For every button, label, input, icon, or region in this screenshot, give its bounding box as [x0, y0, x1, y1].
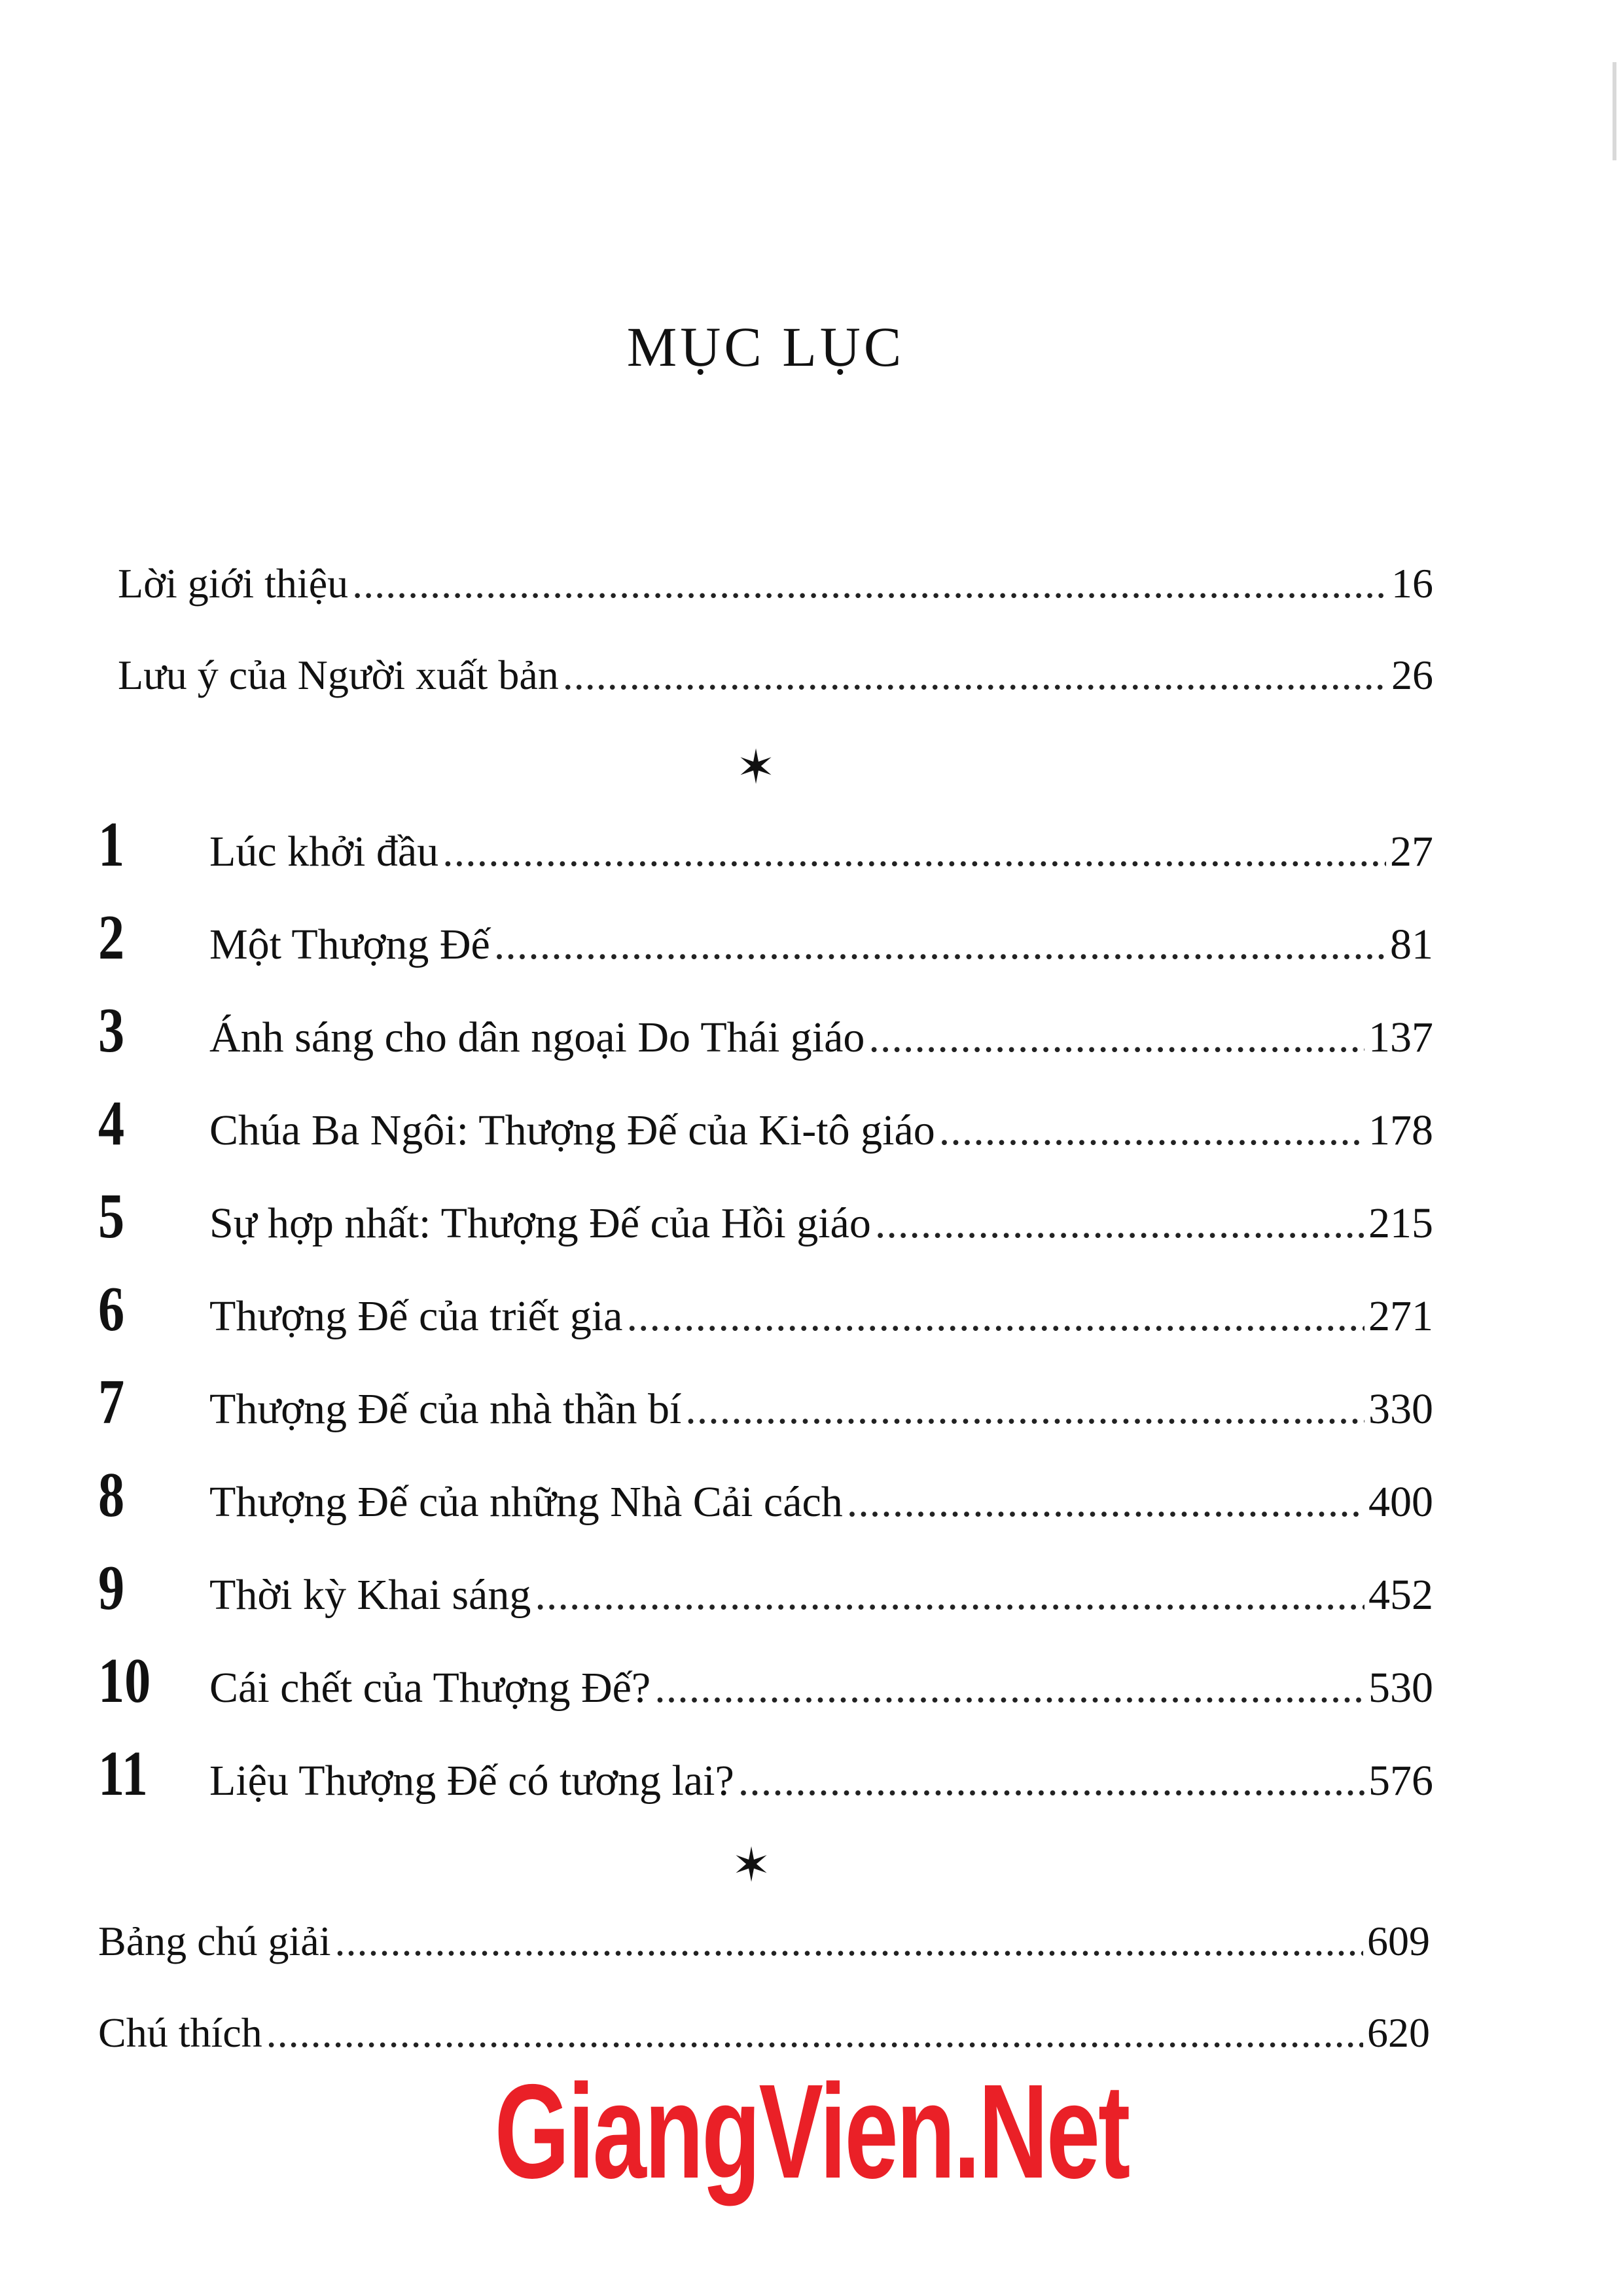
watermark-logo: GiangVien.Net — [494, 2057, 1129, 2206]
chapter-number: 4 — [98, 1088, 125, 1159]
chapter-page: 27 — [1390, 828, 1433, 875]
separator-star: ✶ — [736, 739, 776, 794]
chapter-page: 530 — [1368, 1664, 1433, 1712]
toc-chapter-7[interactable] — [98, 1366, 1433, 1438]
dot-leader — [352, 559, 1387, 608]
chapter-number: 8 — [98, 1460, 125, 1530]
entry-page: 609 — [1367, 1918, 1430, 1964]
dot-leader — [626, 1292, 1364, 1341]
chapter-page: 215 — [1368, 1199, 1433, 1247]
entry-label: Chú thích — [98, 2009, 262, 2056]
chapter-number: 10 — [98, 1646, 151, 1716]
dot-leader — [334, 1917, 1363, 1966]
entry-page: 16 — [1391, 560, 1433, 607]
chapter-number: 7 — [98, 1367, 125, 1438]
toc-chapter-8[interactable] — [98, 1458, 1433, 1530]
chapter-title: Thời kỳ Khai sáng — [209, 1571, 531, 1619]
chapter-title: Liệu Thượng Đế có tương lai? — [209, 1757, 734, 1805]
dot-leader — [685, 1385, 1364, 1434]
chapter-title: Thượng Đế của triết gia — [209, 1292, 623, 1340]
dot-leader — [535, 1570, 1364, 1620]
entry-page: 620 — [1367, 2009, 1430, 2056]
chapter-page: 576 — [1368, 1757, 1433, 1805]
dot-leader — [654, 1663, 1364, 1713]
chapter-number: 5 — [98, 1181, 125, 1252]
dot-leader — [847, 1477, 1364, 1527]
dot-leader — [563, 651, 1387, 699]
dot-leader — [738, 1756, 1364, 1806]
chapter-title: Sự hợp nhất: Thượng Đế của Hồi giáo — [209, 1199, 871, 1247]
separator-star: ✶ — [731, 1837, 772, 1892]
entry-label: Lưu ý của Người xuất bản — [118, 652, 559, 698]
chapter-page: 178 — [1368, 1106, 1433, 1154]
chapter-page: 271 — [1368, 1292, 1433, 1340]
dot-leader — [494, 920, 1386, 970]
entry-page: 26 — [1391, 652, 1433, 698]
dot-leader — [939, 1106, 1364, 1156]
chapter-number: 11 — [98, 1739, 148, 1809]
toc-entry-publisher-note[interactable] — [118, 651, 1433, 699]
entry-label: Lời giới thiệu — [118, 560, 349, 607]
chapter-title: Cái chết của Thượng Đế? — [209, 1664, 651, 1712]
toc-entry-glossary[interactable] — [98, 1917, 1430, 1966]
chapter-title: Một Thượng Đế — [209, 921, 490, 968]
toc-chapter-1[interactable] — [98, 808, 1433, 880]
toc-entry-introduction[interactable] — [118, 559, 1433, 608]
chapter-number: 2 — [98, 902, 125, 973]
chapter-page: 452 — [1368, 1571, 1433, 1619]
entry-label: Bảng chú giải — [98, 1918, 331, 1964]
toc-chapter-10[interactable] — [98, 1644, 1433, 1716]
toc-chapter-11[interactable] — [98, 1737, 1433, 1809]
dot-leader — [442, 827, 1386, 877]
toc-chapter-2[interactable] — [98, 901, 1433, 973]
chapter-title: Ánh sáng cho dân ngoại Do Thái giáo — [209, 1014, 865, 1061]
chapter-number: 6 — [98, 1274, 125, 1345]
dot-leader — [266, 2009, 1363, 2057]
chapter-title: Chúa Ba Ngôi: Thượng Đế của Ki-tô giáo — [209, 1106, 935, 1154]
chapter-number: 9 — [98, 1553, 125, 1623]
chapter-title: Thượng Đế của nhà thần bí — [209, 1385, 682, 1433]
page-title: MỤC LỤC — [626, 315, 905, 378]
toc-chapter-5[interactable] — [98, 1180, 1433, 1252]
chapter-title: Lúc khởi đầu — [209, 828, 439, 875]
toc-chapter-3[interactable] — [98, 994, 1433, 1066]
page-edge-mark — [1613, 62, 1616, 160]
chapter-page: 81 — [1390, 921, 1433, 968]
chapter-page: 330 — [1368, 1385, 1433, 1433]
toc-chapter-4[interactable] — [98, 1087, 1433, 1159]
chapter-page: 400 — [1368, 1478, 1433, 1526]
dot-leader — [875, 1199, 1364, 1248]
chapter-page: 137 — [1368, 1014, 1433, 1061]
toc-chapter-9[interactable] — [98, 1551, 1433, 1623]
toc-entry-notes[interactable] — [98, 2009, 1430, 2057]
chapter-title: Thượng Đế của những Nhà Cải cách — [209, 1478, 843, 1526]
chapter-number: 3 — [98, 995, 125, 1066]
toc-chapter-6[interactable] — [98, 1273, 1433, 1345]
chapter-number: 1 — [98, 809, 125, 880]
dot-leader — [868, 1013, 1364, 1063]
